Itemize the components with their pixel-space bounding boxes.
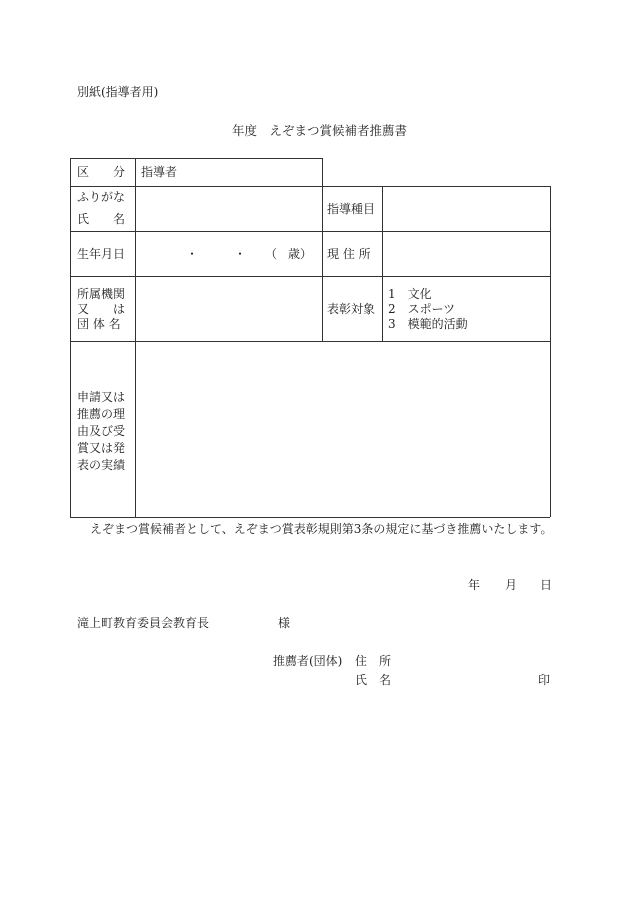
reason-label-line4: 賞又は発: [77, 441, 126, 455]
age-label: 歳）: [288, 247, 313, 261]
name-input[interactable]: [136, 187, 321, 230]
reason-label-line2: 推薦の理: [77, 407, 126, 421]
reason-label-line1: 申請又は: [77, 390, 126, 404]
birthdate-label: 生年月日: [77, 247, 126, 261]
nomination-statement: えぞまつ賞候補者として、えぞまつ賞表彰規則第3条の規定に基づき推薦いたします。: [90, 522, 553, 536]
reason-label-line5: 表の実績: [77, 458, 126, 472]
attachment-label: 別紙(指導者用): [77, 85, 159, 99]
age-open-paren: （: [265, 247, 278, 261]
guidance-type-input[interactable]: [383, 187, 549, 230]
birthdate-separator-2: ・: [234, 247, 247, 261]
guidance-type-label: 指導種目: [327, 202, 376, 216]
affiliation-label-line2: 又 は: [77, 302, 126, 316]
recommender-address-label: 住 所: [355, 654, 392, 668]
category-label: 区 分: [77, 165, 126, 179]
affiliation-label-line3: 団 体 名: [77, 317, 121, 331]
date-day: 日: [540, 578, 553, 592]
addressee-suffix: 様: [278, 616, 291, 630]
date-year: 年: [468, 578, 481, 592]
reason-label-line3: 由及び受: [77, 424, 126, 438]
document-title: 年度 えぞまつ賞候補者推薦書: [232, 123, 408, 138]
reason-input[interactable]: [136, 342, 549, 516]
birthdate-separator-1: ・: [186, 247, 199, 261]
affiliation-input[interactable]: [136, 277, 321, 340]
address-input[interactable]: [383, 232, 549, 275]
date-month: 月: [505, 578, 518, 592]
award-target-label: 表彰対象: [327, 302, 376, 316]
address-label: 現 住 所: [327, 247, 371, 261]
award-target-option-sports[interactable]: 2 スポーツ: [388, 302, 456, 316]
name-label: 氏 名: [77, 212, 126, 226]
furigana-label: ふりがな: [77, 190, 126, 204]
recommender-label: 推薦者(団体): [273, 654, 343, 668]
addressee-name: 滝上町教育委員会教育長: [77, 616, 210, 630]
award-target-option-culture[interactable]: 1 文化: [388, 287, 432, 301]
affiliation-label-line1: 所属機関: [77, 287, 126, 301]
category-value: 指導者: [141, 165, 178, 179]
award-target-option-exemplary[interactable]: 3 模範的活動: [388, 317, 468, 331]
seal-mark: 印: [538, 673, 551, 687]
recommender-name-label: 氏 名: [355, 673, 392, 687]
